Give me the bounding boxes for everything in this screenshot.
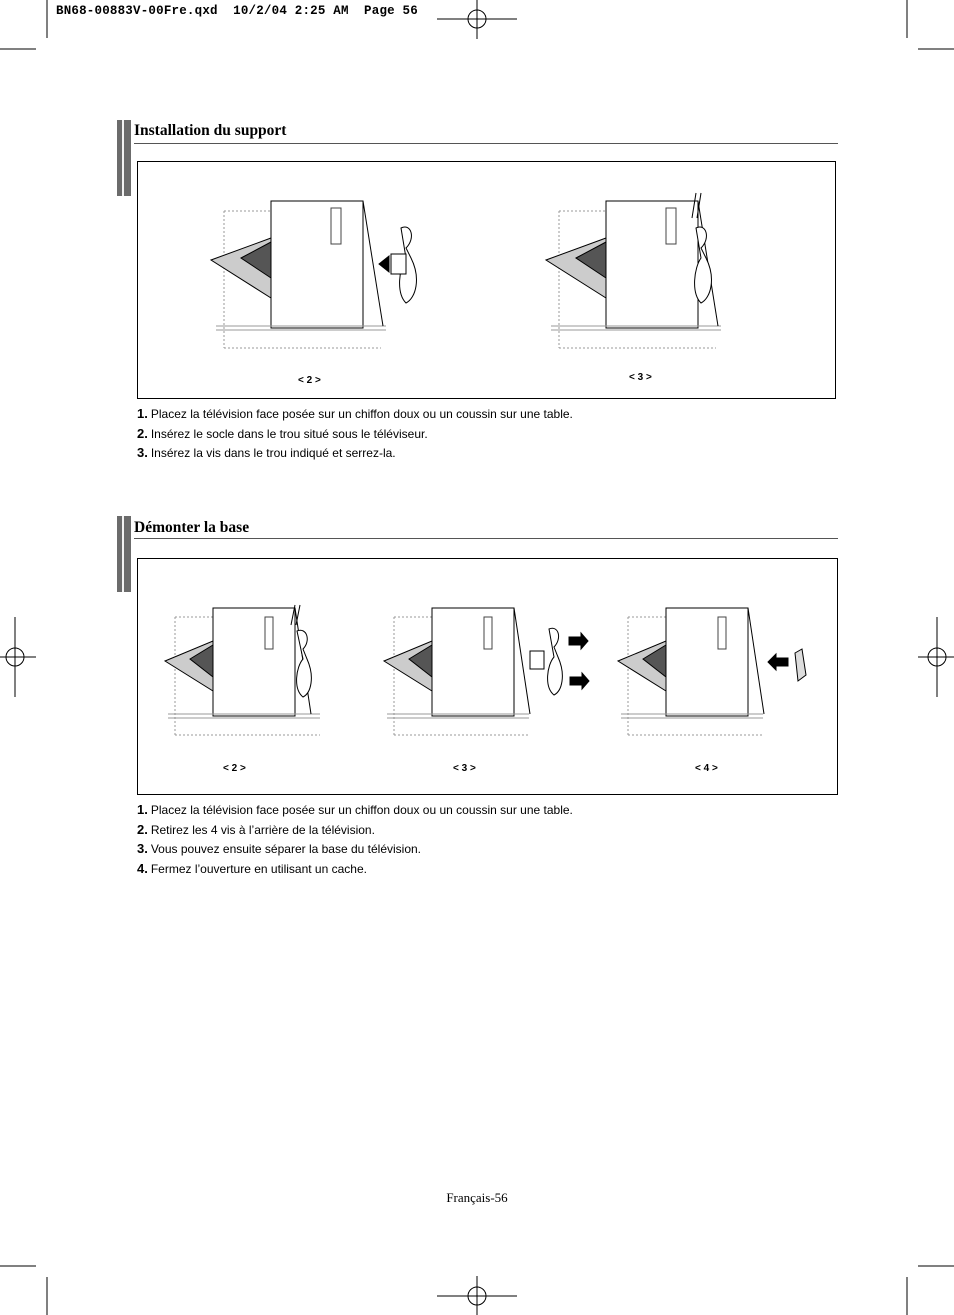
print-slug: BN68-00883V-00Fre.qxd 10/2/04 2:25 AM Page 56 bbox=[56, 4, 418, 18]
tv-stand-insert-illustration bbox=[211, 198, 431, 358]
figure-installation bbox=[137, 161, 836, 399]
section-rule bbox=[134, 143, 838, 144]
caption-step-2: < 2 > bbox=[298, 375, 321, 386]
list-item: 1. Placez la télévision face posée sur un chiffon doux ou un coussin sur une table. bbox=[137, 406, 573, 421]
section-marker-bar bbox=[117, 516, 131, 592]
tv-unscrew-illustration bbox=[165, 603, 335, 743]
list-item: 2. Retirez les 4 vis à l’arrière de la télévision. bbox=[137, 821, 375, 837]
page-number: Français-56 bbox=[446, 1190, 508, 1205]
section-rule bbox=[134, 538, 838, 539]
figure-demontage bbox=[137, 558, 838, 795]
list-item: 4. Fermez l’ouverture en utilisant un cache. bbox=[137, 861, 367, 877]
section-title-installation: Installation du support bbox=[134, 122, 287, 139]
registration-mark-top bbox=[437, 0, 517, 39]
caption-step-2: < 2 > bbox=[223, 763, 246, 774]
installation-steps bbox=[137, 404, 573, 463]
section-marker-bar bbox=[117, 120, 131, 196]
registration-mark-left bbox=[0, 617, 36, 697]
list-item: 3. Insérez la vis dans le trou indiqué et serrez-la. bbox=[137, 445, 396, 461]
tv-separate-base-illustration bbox=[384, 603, 594, 743]
list-item: 1. Placez la télévision face posée sur un chiffon doux ou un coussin sur une table. bbox=[137, 802, 573, 817]
registration-mark-bottom bbox=[437, 1276, 517, 1315]
demontage-steps bbox=[137, 800, 573, 879]
caption-step-3: < 3 > bbox=[629, 372, 652, 383]
registration-mark-right bbox=[918, 617, 954, 697]
section-title-demonter: Démonter la base bbox=[134, 519, 250, 536]
list-item: 2. Insérez le socle dans le trou situé sous le téléviseur. bbox=[137, 425, 428, 441]
list-item: 3. Vous pouvez ensuite séparer la base du télévision. bbox=[137, 841, 422, 857]
tv-cover-illustration bbox=[618, 603, 818, 743]
caption-step-4: < 4 > bbox=[695, 763, 718, 774]
caption-step-3: < 3 > bbox=[453, 763, 476, 774]
tv-stand-screw-illustration bbox=[546, 198, 766, 358]
